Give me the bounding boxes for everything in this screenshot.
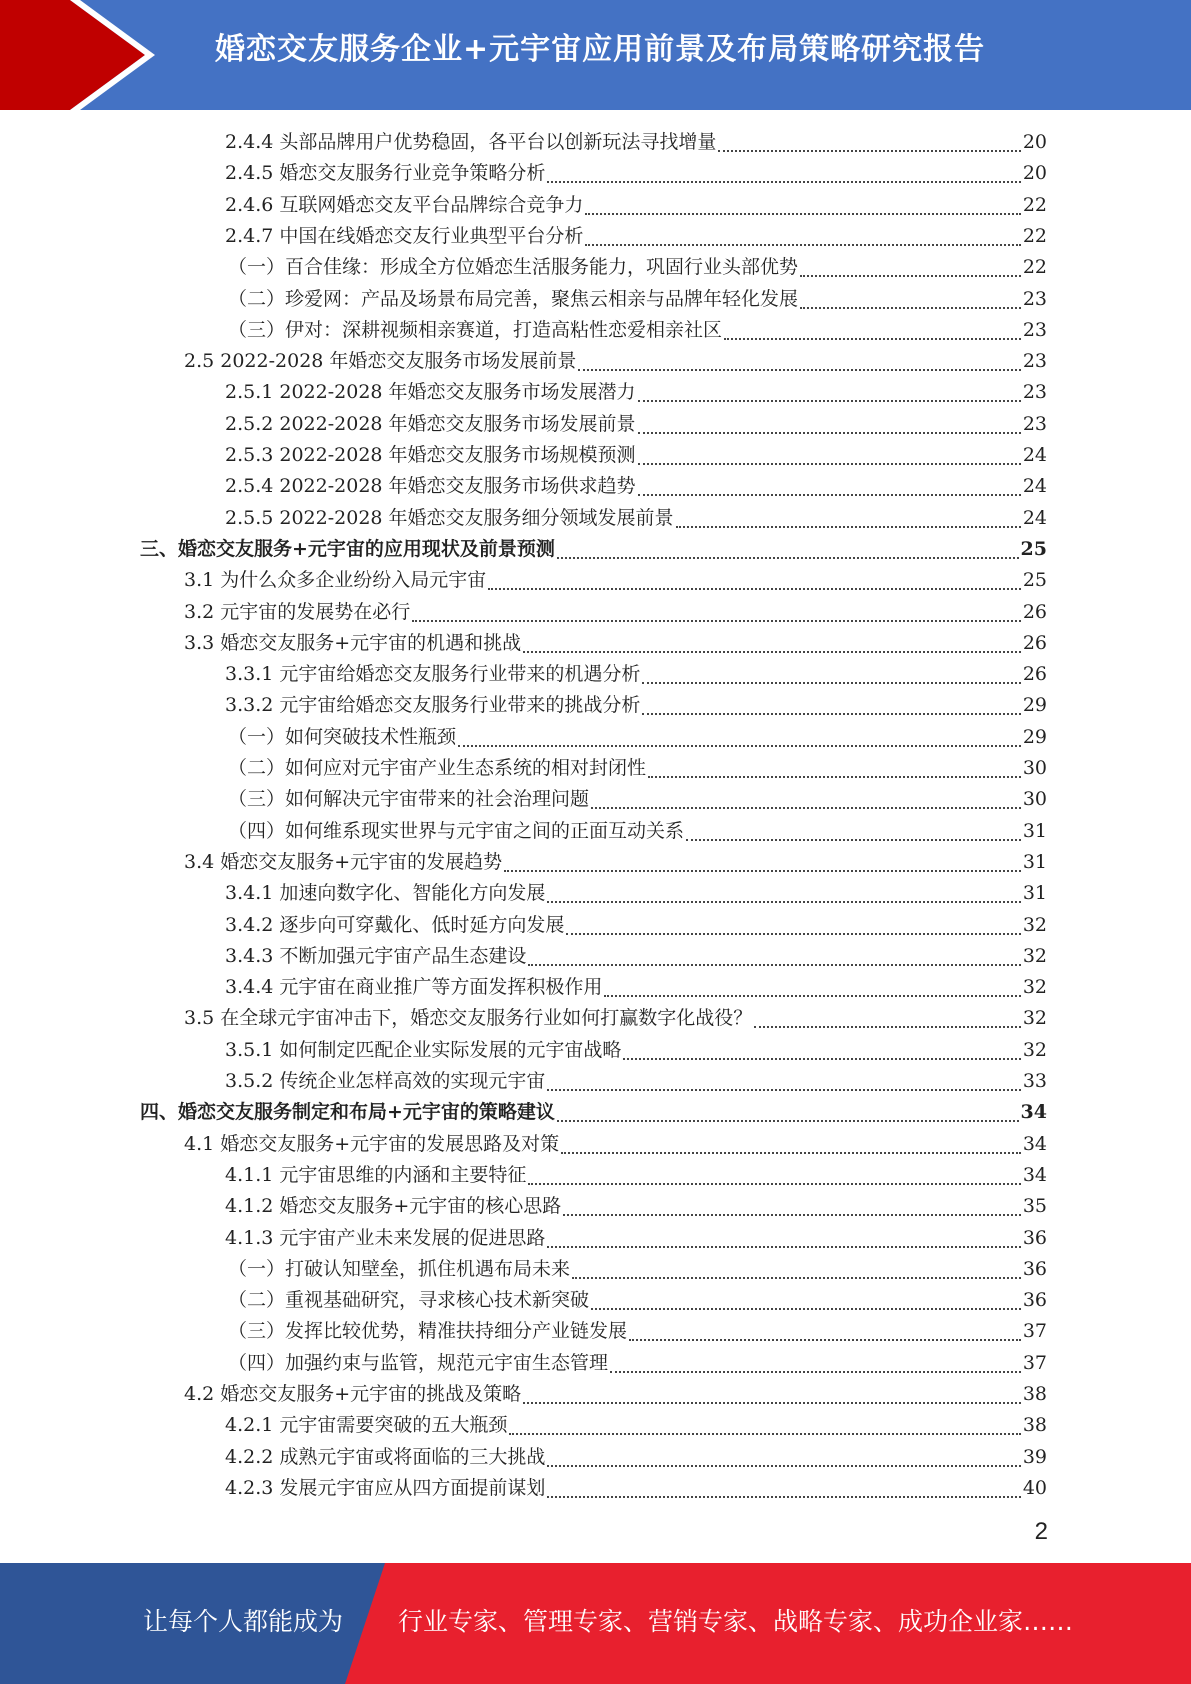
toc-entry-page: 31	[1022, 819, 1047, 842]
toc-entry[interactable]	[140, 1097, 1047, 1128]
toc-entry[interactable]	[225, 1191, 1047, 1222]
toc-leader-dots	[638, 494, 1021, 496]
toc-leader-dots	[754, 1026, 1021, 1028]
toc-entry-page: 23	[1022, 350, 1047, 373]
toc-entry-title: 4.2.1 元宇宙需要突破的五大瓶颈	[225, 1414, 508, 1437]
toc-entry-title: 3.2 元宇宙的发展势在必行	[184, 600, 411, 623]
toc-entry[interactable]	[225, 471, 1047, 502]
toc-leader-dots	[610, 1371, 1021, 1373]
toc-leader-dots	[547, 1246, 1020, 1248]
toc-entry[interactable]	[228, 816, 1047, 847]
toc-entry[interactable]	[184, 597, 1047, 628]
toc-entry-title: （四）加强约束与监管，规范元宇宙生态管理	[228, 1351, 609, 1374]
toc-entry[interactable]	[225, 127, 1047, 158]
toc-leader-dots	[523, 651, 1021, 653]
toc-entry-page: 39	[1022, 1445, 1047, 1468]
toc-entry-page: 38	[1022, 1383, 1047, 1405]
toc-entry[interactable]	[184, 565, 1047, 596]
toc-entry[interactable]	[228, 753, 1047, 784]
toc-entry-title: 3.5.1 如何制定匹配企业实际发展的元宇宙战略	[225, 1038, 622, 1061]
toc-leader-dots	[572, 1277, 1021, 1279]
toc-entry-page: 31	[1022, 882, 1047, 905]
toc-entry[interactable]	[228, 1285, 1047, 1316]
toc-entry-page: 22	[1022, 256, 1047, 279]
toc-leader-dots	[623, 1058, 1020, 1060]
toc-entry-title: （二）如何应对元宇宙产业生态系统的相对封闭性	[228, 757, 647, 779]
toc-entry-title: （三）伊对：深耕视频相亲赛道，打造高粘性恋爱相亲社区	[228, 318, 723, 341]
footer-slogan-right: 行业专家、管理专家、营销专家、战略专家、成功企业家……	[398, 1607, 1074, 1636]
toc-entry-title: 3.4.3 不断加强元宇宙产品生态建设	[225, 944, 527, 967]
toc-entry[interactable]	[184, 847, 1047, 878]
toc-entry[interactable]	[225, 440, 1047, 471]
toc-entry[interactable]	[225, 941, 1047, 972]
toc-entry[interactable]	[225, 409, 1047, 440]
toc-entry-page: 32	[1022, 944, 1047, 967]
toc-entry-title: 3.3.1 元宇宙给婚恋交友服务行业带来的机遇分析	[225, 663, 641, 686]
toc-leader-dots	[642, 682, 1020, 684]
toc-entry-page: 20	[1022, 131, 1047, 153]
toc-entry[interactable]	[184, 346, 1047, 377]
toc-leader-dots	[578, 369, 1020, 371]
toc-leader-dots	[642, 713, 1020, 715]
toc-entry-page: 23	[1022, 381, 1047, 404]
toc-entry-page: 32	[1022, 1007, 1047, 1030]
toc-entry-page: 34	[1020, 1101, 1047, 1124]
toc-entry-title: （三）发挥比较优势，精准扶持细分产业链发展	[228, 1320, 628, 1343]
toc-leader-dots	[648, 776, 1021, 778]
toc-entry[interactable]	[225, 190, 1047, 221]
toc-leader-dots	[800, 275, 1021, 277]
toc-entry-page: 36	[1022, 1257, 1047, 1280]
toc-leader-dots	[676, 526, 1021, 528]
toc-entry[interactable]	[140, 534, 1047, 565]
toc-entry[interactable]	[225, 158, 1047, 189]
toc-leader-dots	[638, 463, 1021, 465]
toc-entry-page: 29	[1022, 725, 1047, 748]
footer-slogan-left: 让每个人都能成为	[143, 1607, 344, 1636]
toc-leader-dots	[504, 870, 1021, 872]
toc-leader-dots	[638, 400, 1021, 402]
toc-entry-page: 23	[1022, 287, 1047, 310]
toc-entry[interactable]	[184, 1379, 1047, 1410]
toc-entry-page: 34	[1022, 1132, 1047, 1155]
toc-entry-title: 三、婚恋交友服务+元宇宙的应用现状及前景预测	[140, 537, 555, 560]
toc-entry-page: 24	[1022, 475, 1047, 498]
toc-entry-title: 3.5 在全球元宇宙冲击下，婚恋交友服务行业如何打赢数字化战役？	[184, 1007, 753, 1030]
toc-leader-dots	[412, 620, 1021, 622]
toc-entry[interactable]	[228, 315, 1047, 346]
toc-entry[interactable]	[184, 628, 1047, 659]
toc-leader-dots	[629, 1339, 1021, 1341]
toc-entry-title: 2.5.2 2022-2028 年婚恋交友服务市场发展前景	[225, 412, 636, 435]
toc-entry-page: 37	[1022, 1320, 1047, 1343]
toc-entry[interactable]	[225, 1473, 1047, 1504]
toc-entry-title: （二）珍爱网：产品及场景布局完善，聚焦云相亲与品牌年轻化发展	[228, 287, 799, 310]
toc-entry-page: 35	[1022, 1195, 1047, 1218]
toc-entry-page: 26	[1022, 663, 1047, 686]
toc-entry-title: 3.4 婚恋交友服务+元宇宙的发展趋势	[184, 850, 503, 873]
toc-leader-dots	[591, 1308, 1021, 1310]
toc-entry-title: 4.1.3 元宇宙产业未来发展的促进思路	[225, 1226, 546, 1249]
toc-entry-title: 4.2 婚恋交友服务+元宇宙的挑战及策略	[184, 1383, 522, 1405]
toc-entry[interactable]	[225, 503, 1047, 534]
toc-entry[interactable]	[225, 377, 1047, 408]
toc-leader-dots	[585, 244, 1020, 246]
toc-leader-dots	[686, 839, 1021, 841]
toc-entry[interactable]	[184, 1003, 1047, 1034]
toc-entry-title: 3.4.4 元宇宙在商业推广等方面发挥积极作用	[225, 976, 603, 999]
toc-leader-dots	[638, 432, 1021, 434]
toc-entry[interactable]	[225, 1223, 1047, 1254]
toc-leader-dots	[547, 181, 1020, 183]
toc-entry-title: 2.5 2022-2028 年婚恋交友服务市场发展前景	[184, 350, 577, 373]
page-number: 2	[1034, 1518, 1048, 1545]
toc-entry-page: 22	[1022, 193, 1047, 216]
toc-entry-title: （三）如何解决元宇宙带来的社会治理问题	[228, 788, 590, 811]
toc-entry[interactable]	[225, 1442, 1047, 1473]
toc-entry-title: （二）重视基础研究，寻求核心技术新突破	[228, 1289, 590, 1312]
toc-leader-dots	[458, 745, 1021, 747]
toc-entry-page: 22	[1022, 224, 1047, 247]
toc-entry-page: 23	[1022, 412, 1047, 435]
toc-entry-page: 36	[1022, 1289, 1047, 1312]
toc-entry-title: （四）如何维系现实世界与元宇宙之间的正面互动关系	[228, 819, 685, 842]
page-footer	[0, 1563, 1191, 1684]
toc-entry-title: 3.3.2 元宇宙给婚恋交友服务行业带来的挑战分析	[225, 694, 641, 717]
toc-entry-page: 29	[1022, 694, 1047, 717]
toc-entry-title: 2.4.4 头部品牌用户优势稳固，各平台以创新玩法寻找增量	[225, 131, 717, 153]
toc-entry-title: 3.3 婚恋交友服务+元宇宙的机遇和挑战	[184, 631, 522, 654]
toc-entry-title: 4.1.2 婚恋交友服务+元宇宙的核心思路	[225, 1195, 562, 1218]
toc-entry-title: 4.2.3 发展元宇宙应从四方面提前谋划	[225, 1476, 546, 1499]
toc-entry-page: 33	[1022, 1070, 1047, 1092]
toc-leader-dots	[800, 307, 1021, 309]
toc-entry-title: 四、婚恋交友服务制定和布局+元宇宙的策略建议	[140, 1101, 555, 1124]
toc-entry-page: 26	[1022, 600, 1047, 623]
toc-leader-dots	[547, 1465, 1020, 1467]
toc-entry[interactable]	[228, 1348, 1047, 1379]
toc-entry-title: 2.5.4 2022-2028 年婚恋交友服务市场供求趋势	[225, 475, 636, 498]
toc-entry[interactable]	[225, 690, 1047, 721]
toc-entry[interactable]	[228, 722, 1047, 753]
toc-entry-page: 30	[1022, 788, 1047, 811]
toc-entry-page: 36	[1022, 1226, 1047, 1249]
toc-entry-page: 30	[1022, 757, 1047, 779]
toc-entry-page: 34	[1022, 1163, 1047, 1186]
toc-entry-page: 32	[1022, 1038, 1047, 1061]
toc-leader-dots	[509, 1433, 1020, 1435]
toc-entry-title: 2.5.5 2022-2028 年婚恋交友服务细分领域发展前景	[225, 506, 674, 529]
toc-leader-dots	[547, 1089, 1020, 1091]
toc-entry[interactable]	[225, 1066, 1047, 1097]
page-header	[0, 0, 1191, 110]
toc-entry[interactable]	[184, 1129, 1047, 1160]
toc-entry-title: （一）如何突破技术性瓶颈	[228, 725, 457, 748]
toc-entry[interactable]	[228, 1316, 1047, 1347]
toc-entry-title: 4.1 婚恋交友服务+元宇宙的发展思路及对策	[184, 1132, 560, 1155]
toc-entry[interactable]	[228, 1254, 1047, 1285]
toc-entry-title: 2.5.1 2022-2028 年婚恋交友服务市场发展潜力	[225, 381, 636, 404]
toc-entry-title: 3.1 为什么众多企业纷纷入局元宇宙	[184, 569, 487, 592]
toc-entry-title: 2.5.3 2022-2028 年婚恋交友服务市场规模预测	[225, 444, 636, 466]
toc-entry[interactable]	[228, 784, 1047, 815]
toc-entry-page: 37	[1022, 1351, 1047, 1374]
toc-entry[interactable]	[225, 1035, 1047, 1066]
toc-leader-dots	[547, 901, 1020, 903]
toc-leader-dots	[585, 213, 1020, 215]
toc-leader-dots	[557, 557, 1019, 559]
toc-entry-page: 26	[1022, 631, 1047, 654]
toc-entry-page: 32	[1022, 913, 1047, 936]
toc-leader-dots	[528, 964, 1020, 966]
toc-entry[interactable]	[228, 284, 1047, 315]
toc-entry-title: （一）打破认知壁垒，抓住机遇布局未来	[228, 1257, 571, 1280]
toc-entry[interactable]	[225, 659, 1047, 690]
toc-entry-page: 25	[1022, 569, 1047, 592]
toc-entry-title: 2.4.5 婚恋交友服务行业竞争策略分析	[225, 162, 546, 185]
toc-entry-page: 40	[1022, 1476, 1047, 1499]
toc-entry[interactable]	[225, 972, 1047, 1003]
toc-entry-page: 25	[1020, 537, 1047, 560]
toc-leader-dots	[557, 1120, 1019, 1122]
toc-leader-dots	[523, 1402, 1021, 1404]
toc-entry-title: （一）百合佳缘：形成全方位婚恋生活服务能力，巩固行业头部优势	[228, 256, 799, 279]
toc-entry[interactable]	[225, 1410, 1047, 1441]
toc-entry-page: 24	[1022, 444, 1047, 466]
toc-entry-title: 4.2.2 成熟元宇宙或将面临的三大挑战	[225, 1445, 546, 1468]
toc-entry-page: 23	[1022, 318, 1047, 341]
toc-leader-dots	[591, 807, 1021, 809]
toc-leader-dots	[718, 150, 1020, 152]
report-title: 婚恋交友服务企业+元宇宙应用前景及布局策略研究报告	[215, 32, 986, 67]
toc-entry-title: 4.1.1 元宇宙思维的内涵和主要特征	[225, 1163, 527, 1186]
toc-entry-page: 38	[1022, 1414, 1047, 1437]
toc-leader-dots	[488, 588, 1021, 590]
toc-entry[interactable]	[225, 878, 1047, 909]
toc-entry-title: 3.4.1 加速向数字化、智能化方向发展	[225, 882, 546, 905]
toc-entry-title: 3.5.2 传统企业怎样高效的实现元宇宙	[225, 1070, 546, 1092]
toc-leader-dots	[561, 1152, 1021, 1154]
toc-entry[interactable]	[228, 252, 1047, 283]
toc-entry-page: 32	[1022, 976, 1047, 999]
toc-leader-dots	[547, 1496, 1020, 1498]
toc-entry-title: 2.4.6 互联网婚恋交友平台品牌综合竞争力	[225, 193, 584, 216]
toc-entry-page: 31	[1022, 850, 1047, 873]
toc-leader-dots	[566, 933, 1020, 935]
toc-leader-dots	[604, 995, 1020, 997]
toc-entry[interactable]	[225, 910, 1047, 941]
toc-entry-page: 24	[1022, 506, 1047, 529]
toc-entry[interactable]	[225, 221, 1047, 252]
toc-entry-title: 3.4.2 逐步向可穿戴化、低时延方向发展	[225, 913, 565, 936]
toc-entry-page: 20	[1022, 162, 1047, 185]
toc-leader-dots	[724, 338, 1021, 340]
toc-entry-title: 2.4.7 中国在线婚恋交友行业典型平台分析	[225, 224, 584, 247]
toc-entry[interactable]	[225, 1160, 1047, 1191]
toc-leader-dots	[528, 1183, 1020, 1185]
toc-leader-dots	[563, 1214, 1021, 1216]
